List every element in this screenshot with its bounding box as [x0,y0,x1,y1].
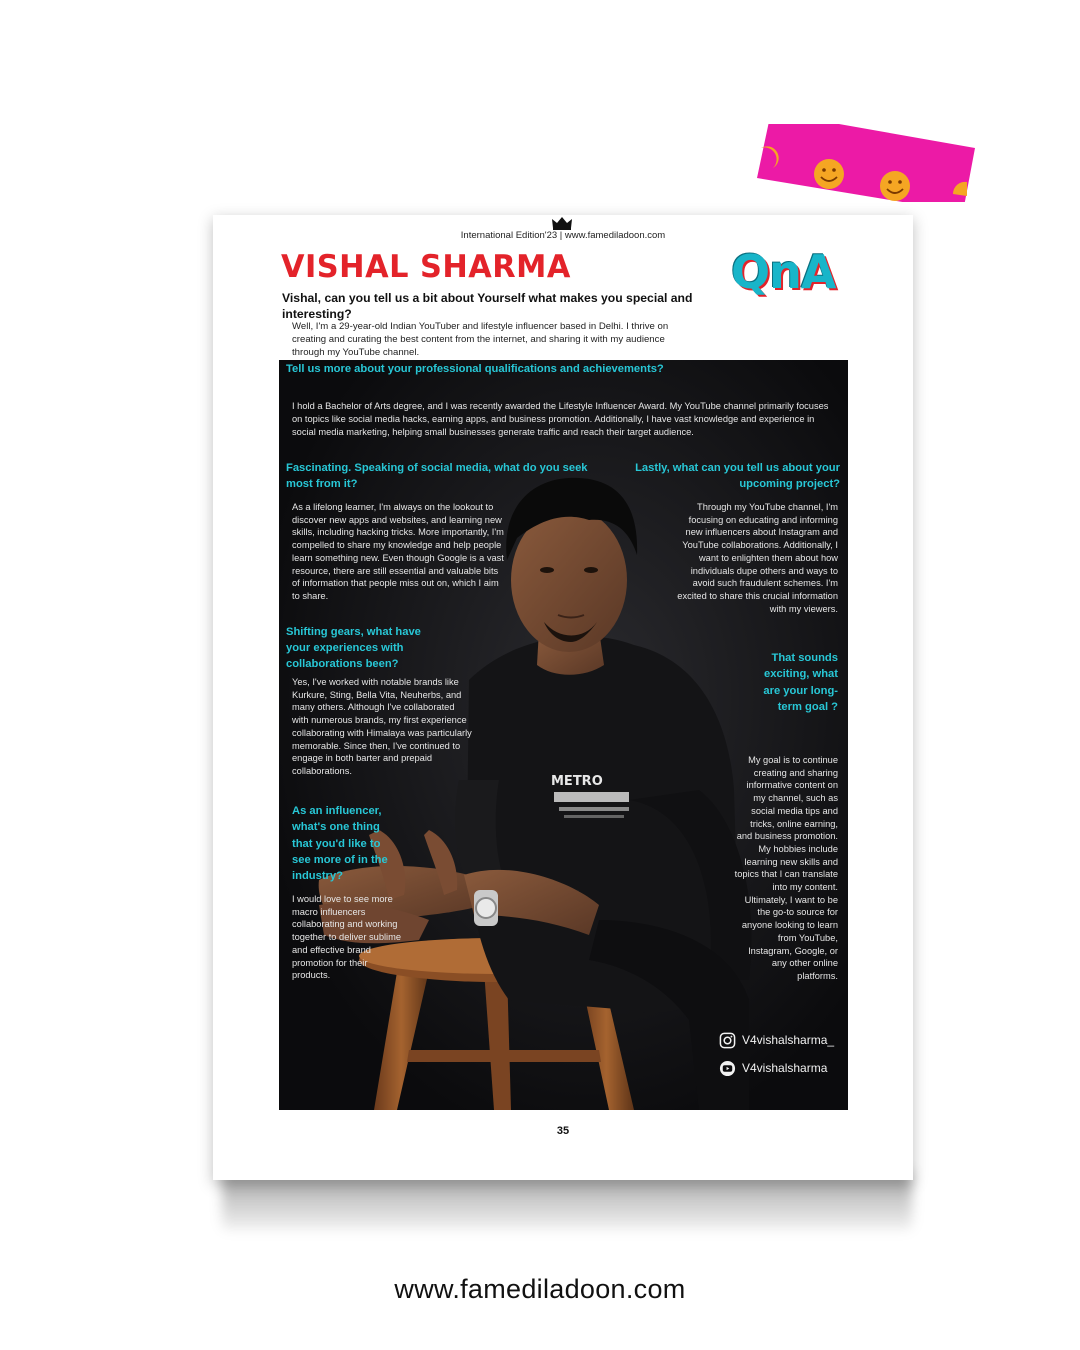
smiley-icon [880,171,910,201]
youtube-icon [719,1060,736,1077]
youtube-handle[interactable] [719,1058,827,1078]
question-collaborations: Shifting gears, what have your experiences with collaborations been? [286,626,421,670]
smiley-icon [814,159,844,189]
answer-upcoming-project: Through my YouTube channel, I'm focusing on educating and informing new influencers about Instagram and YouTube collaborations. Additionally, I want to enlighten them about how individuals dupe others and ways to avoid such fraudulent schemes. I'm excited to share this crucial information with my viewers. [677,502,838,614]
answer-long-term-goal: My goal is to continue creating and sharing informative content on my channel, such as social media tips and tricks, online earning, and business promotion. My hobbies include learning new skills and topics that I can translate into my content. Ultimately, I want to be the go-to source for anyone looking to learn from YouTube, Instagram, Google, or any other online platforms. [734,755,838,981]
shirt-print: METRO [551,774,603,789]
question-industry: As an influencer, what's one thing that you'd like to see more of in the industry? [292,805,388,883]
page-shadow [222,1172,912,1230]
instagram-handle-text: V4vishalsharma_ [742,1033,835,1047]
page-number: 35 [556,1125,570,1137]
instagram-handle[interactable] [719,1030,834,1050]
qna-logo: QnA [731,245,836,299]
magazine-page [213,215,913,1180]
intro-answer: Well, I'm a 29-year-old Indian YouTuber and lifestyle influencer based in Delhi. I thrive on creating and curating the best content from the internet, and sharing it with my audience through my YouTube channel. [292,321,669,358]
question-social-media: Fascinating. Speaking of social media, what do you seek most from it? [286,462,588,490]
question-upcoming-project: Lastly, what can you tell us about your upcoming project? [635,462,840,490]
answer-collaborations: Yes, I've worked with notable brands like Kurkure, Sting, Bella Vita, Neuherbs, and many others. Although I've collaborated with numerous brands, my first experience collaborating with Himalaya was particularly memorable. Since then, I've continued to engage in both barter and prepaid collaborations. [292,677,472,776]
instagram-icon [719,1032,736,1049]
question-qualifications: Tell us more about your professional qualifications and achievements? [286,363,664,375]
footer-url[interactable]: www.famediladoon.com [394,1274,686,1304]
washi-tape [757,124,975,202]
interviewee-name: VISHAL SHARMA [281,249,571,285]
edition-line: International Edition'23 | www.famediladoon.com [460,230,666,241]
answer-social-media: As a lifelong learner, I'm always on the lookout to discover new apps and websites, and learning new skills, including hacking tricks. More importantly, I'm compelled to share my knowledge and help people learn something new. Even though Google is a vast resource, there are still essential and valuable bits of information that people miss out on, which I aim to share. [292,502,504,601]
intro-question: Vishal, can you tell us a bit about Yourself what makes you special and interesting? [282,291,693,321]
question-long-term-goal: That sounds exciting, what are your long-term goal ? [763,652,838,713]
answer-qualifications: I hold a Bachelor of Arts degree, and I was recently awarded the Lifestyle Influencer Award. My YouTube channel primarily focuses on topics like social media hacks, earning apps, and business promotion. Additionally, I have vast knowledge and experience in social media marketing, helping small businesses generate traffic and reach their target audience. [292,401,829,437]
answer-industry: I would love to see more macro influencers collaborating and working together to deliver sublime and effective brand promotion for their products. [292,894,402,981]
crown-icon [551,216,573,230]
youtube-handle-text: V4vishalsharma [742,1061,828,1075]
portrait-photo [279,360,848,1110]
